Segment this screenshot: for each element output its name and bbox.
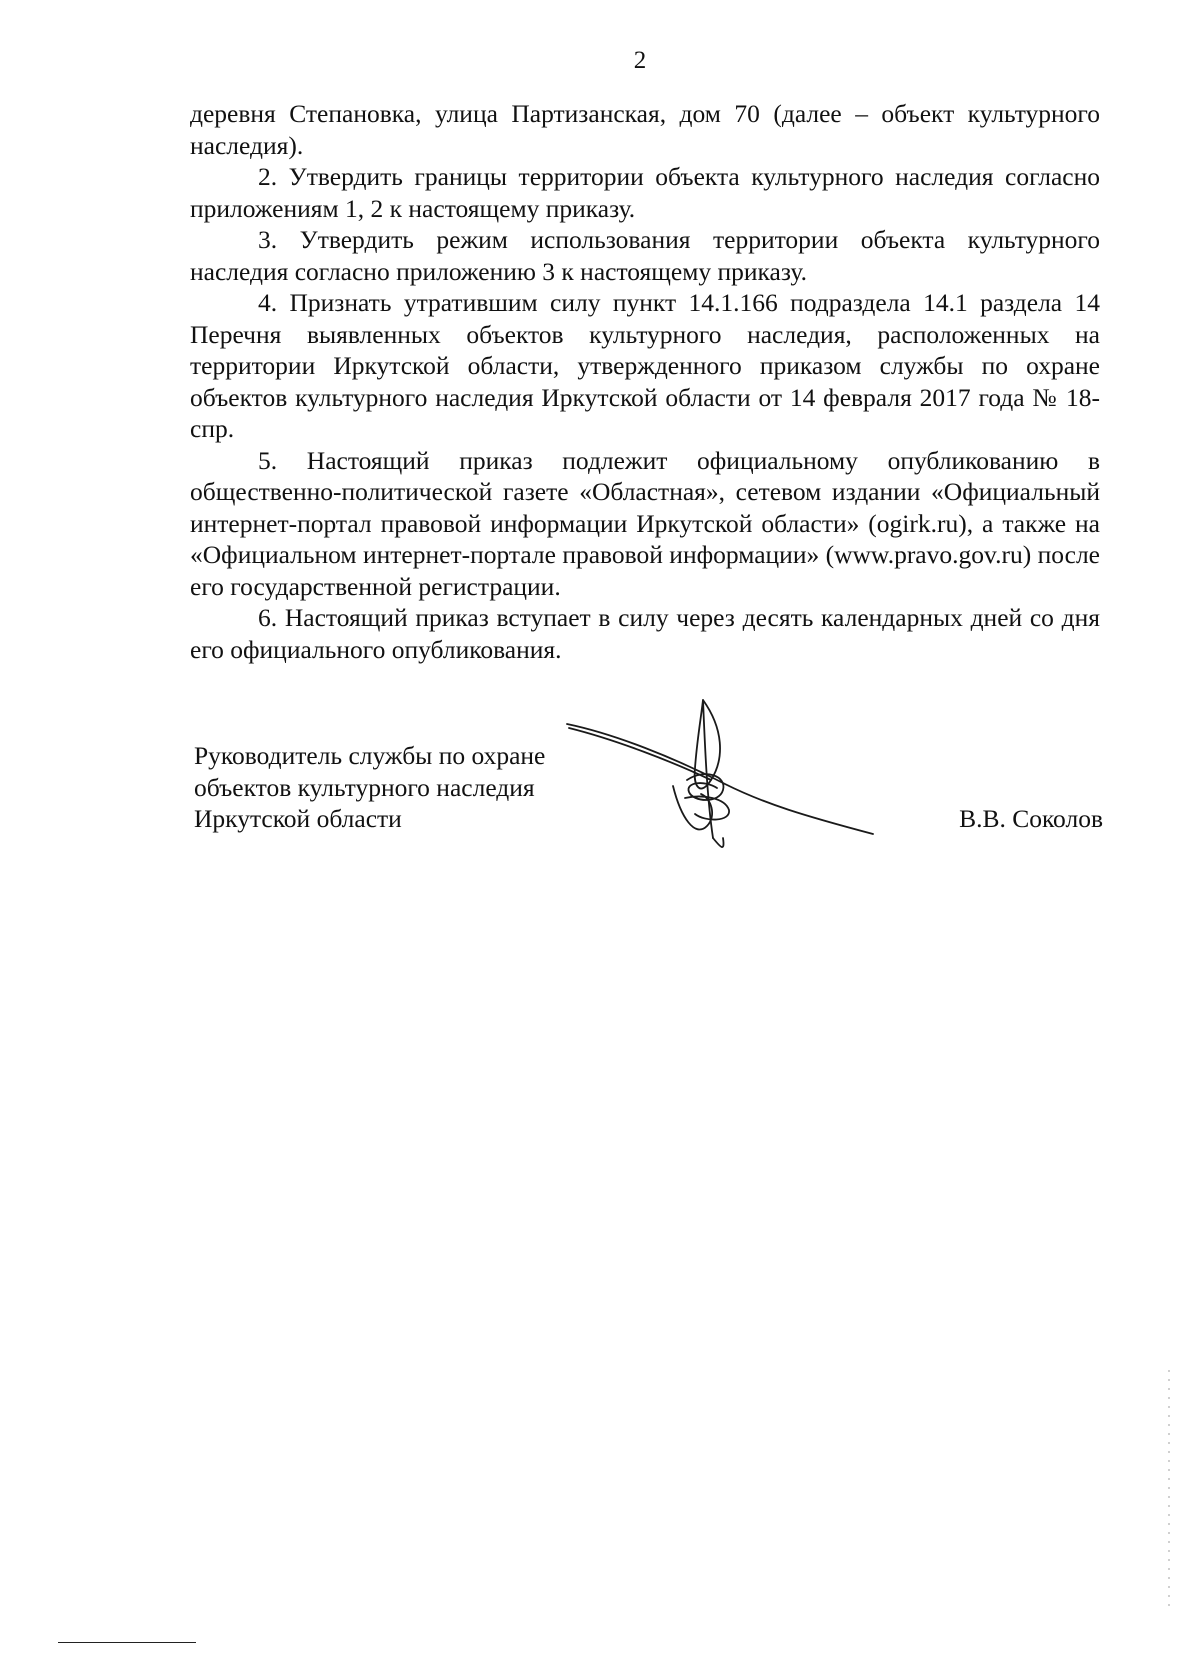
item-2-paragraph: 2. Утвердить границы территории объекта культурного наследия согласно приложениям 1, 2 к настоящему приказу. — [190, 162, 1100, 223]
item-5-paragraph: 5. Настоящий приказ подлежит официальному опубликованию в общественно-политической газете «Областная», сетевом издании «Официальный интернет-портал правовой информации Иркутской области» (ogirk.ru), а также на «Официальном интернет-портале правовой информации» (www.pravo.gov.ru) после его государственной регистрации. — [190, 445, 1100, 601]
document-body — [190, 98, 1100, 665]
signer-position — [194, 740, 574, 835]
signer-name: В.В. Соколов — [959, 804, 1103, 833]
handwritten-signature — [555, 688, 875, 888]
item-4-paragraph: 4. Признать утратившим силу пункт 14.1.166 подраздела 14.1 раздела 14 Перечня выявленных объектов культурного наследия, расположенных на территории Иркутской области, утвержденного приказом службы по охране объектов культурного наследия Иркутской области от 14 февраля 2017 года № 18-спр. — [190, 288, 1100, 443]
page-number: 2 — [633, 47, 647, 74]
signer-position-line: Иркутской области — [194, 804, 402, 833]
footnote-rule — [58, 1642, 196, 1643]
item-6-paragraph: 6. Настоящий приказ вступает в силу через десять календарных дней со дня его официального опубликования. — [190, 603, 1100, 664]
item-3-paragraph: 3. Утвердить режим использования территории объекта культурного наследия согласно приложению 3 к настоящему приказу. — [190, 225, 1100, 286]
continuation-paragraph: деревня Степановка, улица Партизанская, дом 70 (далее – объект культурного наследия). — [190, 99, 1100, 160]
scan-artifact — [1168, 1370, 1170, 1610]
signer-position-line: Руководитель службы по охране — [194, 741, 546, 770]
signer-position-line: объектов культурного наследия — [194, 772, 535, 802]
